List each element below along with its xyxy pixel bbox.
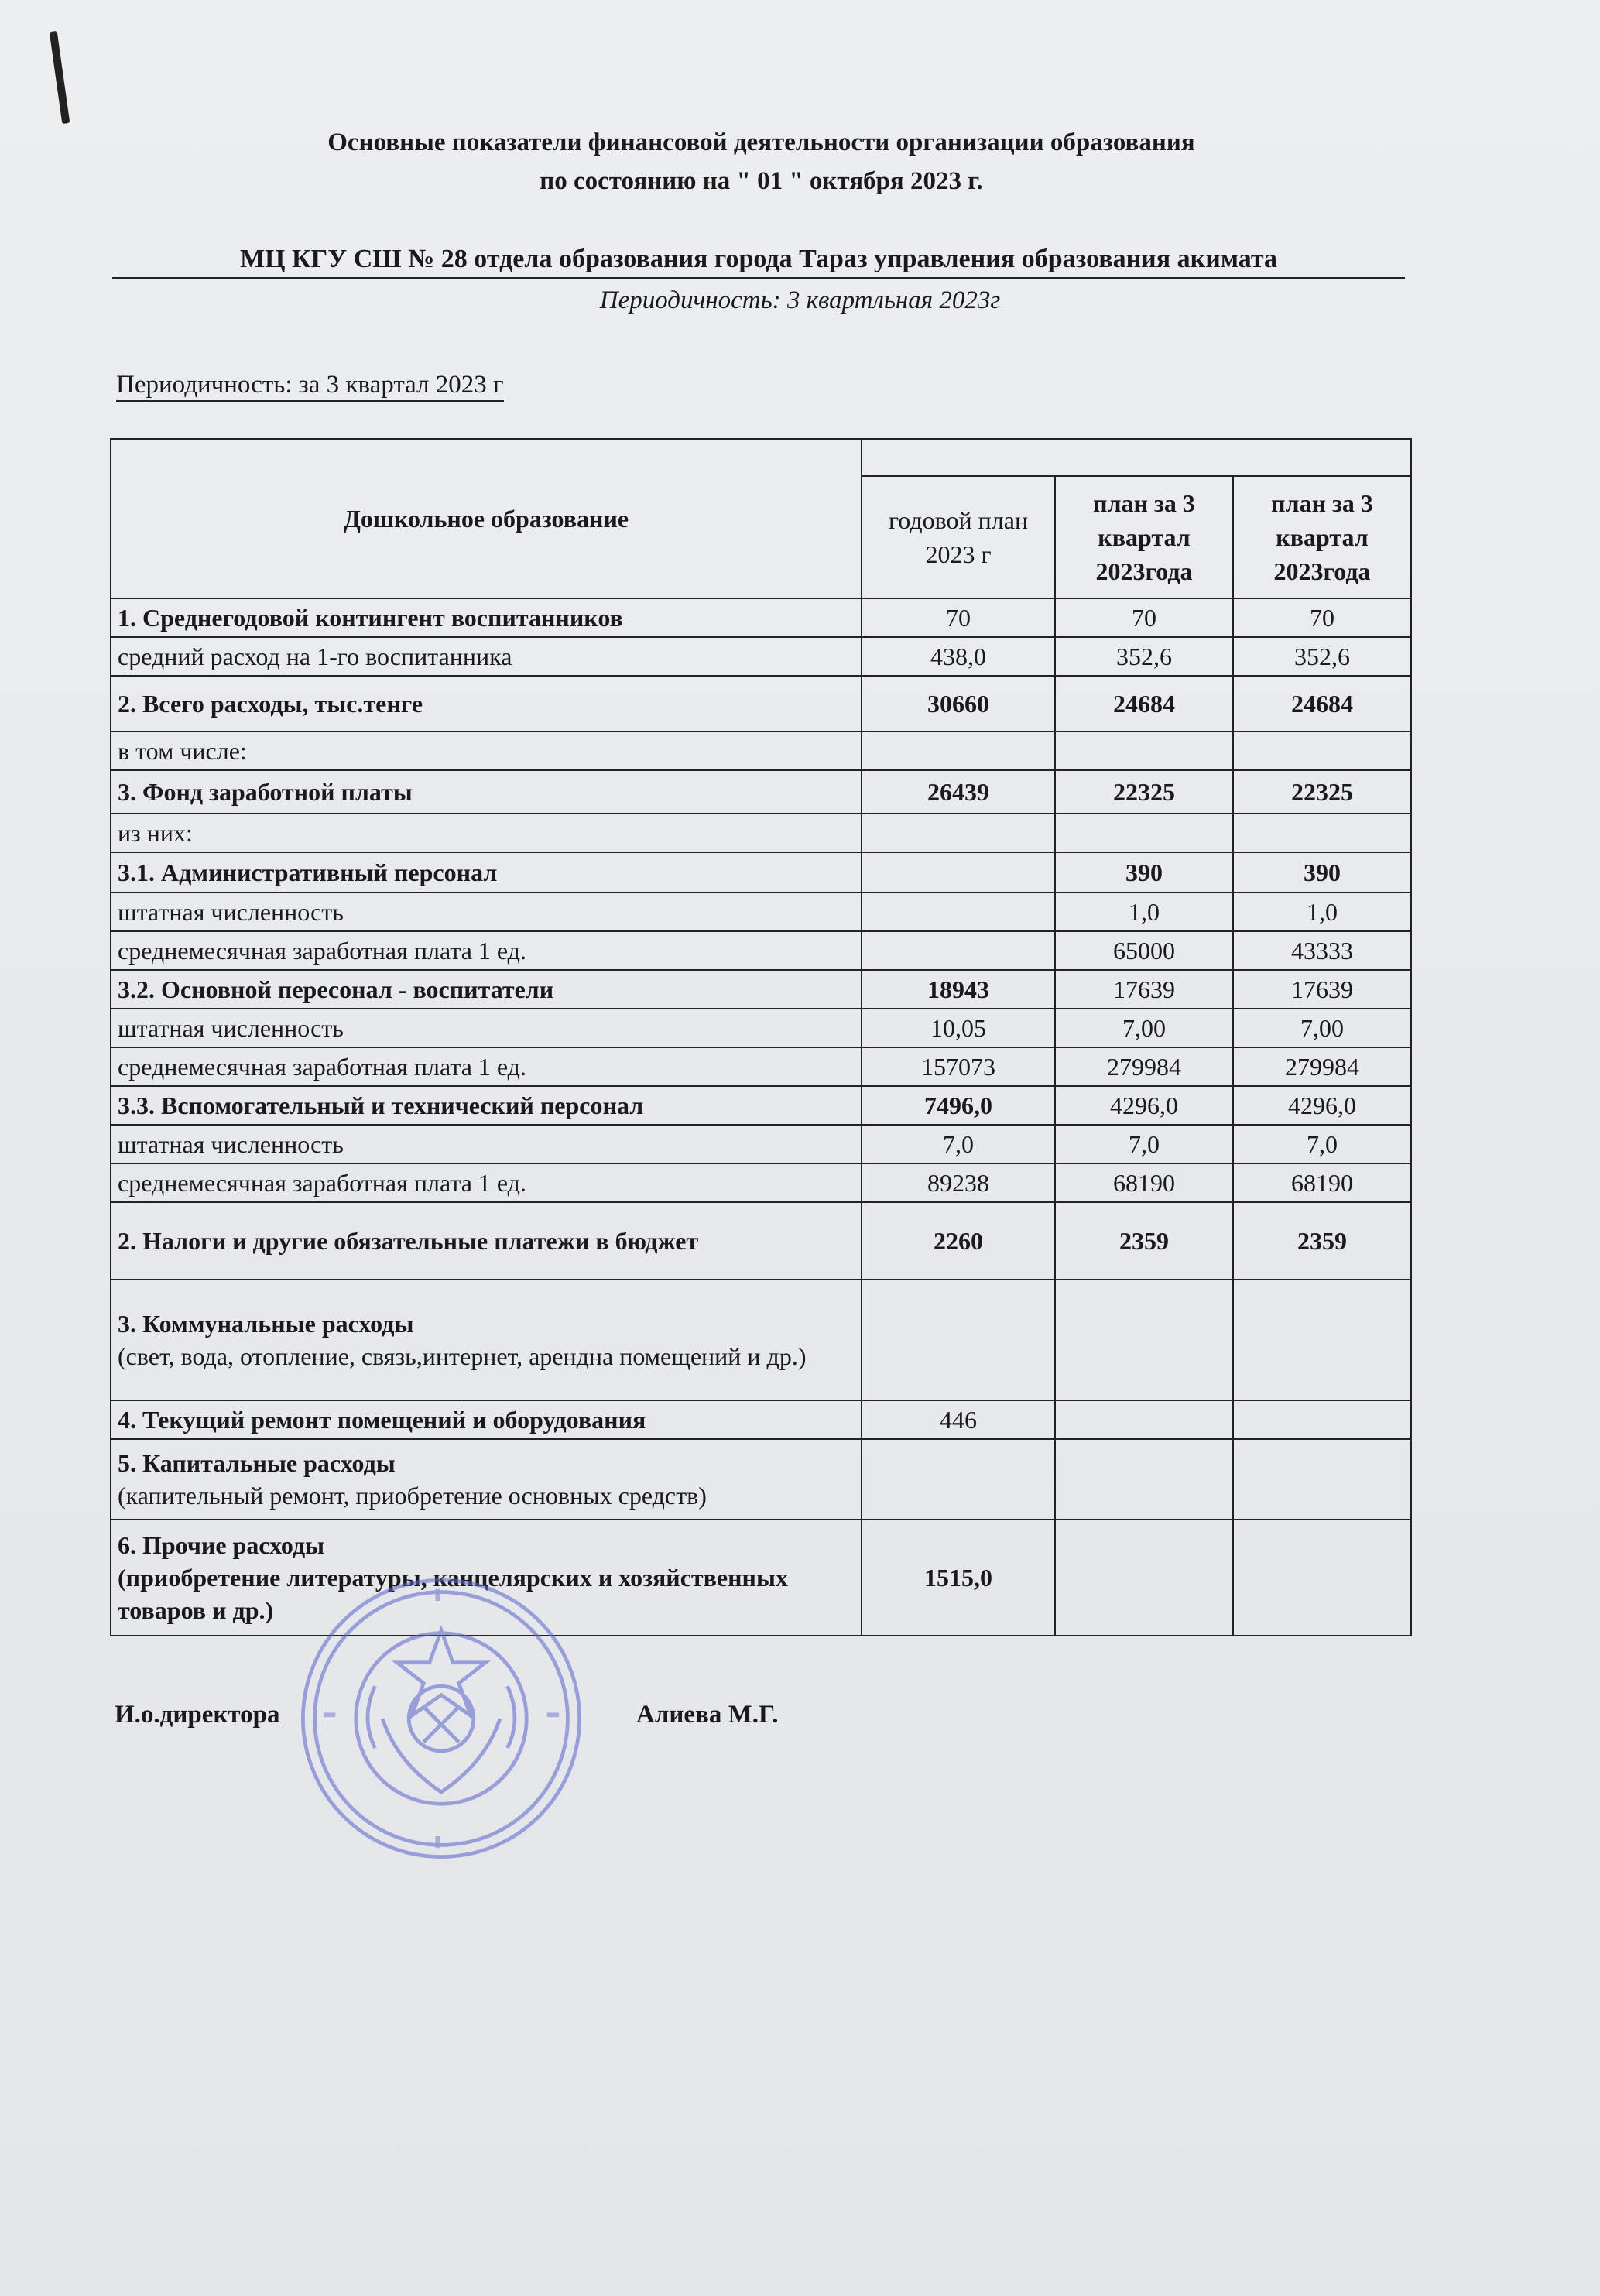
periodicity-italic: Периодичность: 3 квартльная 2023г xyxy=(599,286,1001,314)
cell-q3b: 7,00 xyxy=(1233,1009,1411,1047)
row-label-cell xyxy=(111,970,862,1009)
table-row xyxy=(111,931,1411,970)
row-label-cell xyxy=(111,1400,862,1439)
periodicity-label: Периодичность: за 3 квартал 2023 г xyxy=(116,369,504,402)
row-label: среднемесячная заработная плата 1 ед. xyxy=(118,1169,526,1197)
scan-artifact-mark xyxy=(50,31,70,124)
cell-annual xyxy=(862,1280,1055,1400)
row-label: 3.1. Административный персонал xyxy=(118,858,498,886)
row-label: среднемесячная заработная плата 1 ед. xyxy=(118,937,526,965)
cell-q3b: 279984 xyxy=(1233,1047,1411,1086)
cell-q3: 68190 xyxy=(1055,1163,1233,1202)
title-line-2: по состоянию на " 01 " октября 2023 г. xyxy=(540,167,983,195)
table-row xyxy=(111,732,1411,770)
cell-annual: 1515,0 xyxy=(862,1520,1055,1636)
cell-annual xyxy=(862,893,1055,931)
table-row xyxy=(111,852,1411,893)
cell-q3: 279984 xyxy=(1055,1047,1233,1086)
row-label: 2. Налоги и другие обязательные платежи в бюджет xyxy=(118,1227,699,1255)
cell-annual: 89238 xyxy=(862,1163,1055,1202)
cell-q3b xyxy=(1233,1439,1411,1520)
cell-annual xyxy=(862,1439,1055,1520)
row-label-cell xyxy=(111,1086,862,1125)
cell-q3b: 7,0 xyxy=(1233,1125,1411,1163)
table-row xyxy=(111,970,1411,1009)
row-label-cell xyxy=(111,1280,862,1400)
row-label: 4. Текущий ремонт помещений и оборудования xyxy=(118,1406,646,1434)
table-row xyxy=(111,676,1411,732)
row-label-cell xyxy=(111,1439,862,1520)
row-label: 3.3. Вспомогательный и технический персонал xyxy=(118,1091,644,1119)
cell-q3: 65000 xyxy=(1055,931,1233,970)
table-body xyxy=(111,598,1411,1636)
cell-q3b xyxy=(1233,732,1411,770)
table-row xyxy=(111,1439,1411,1520)
table-row xyxy=(111,1400,1411,1439)
cell-annual: 18943 xyxy=(862,970,1055,1009)
cell-q3b: 2359 xyxy=(1233,1202,1411,1280)
cell-q3 xyxy=(1055,1400,1233,1439)
cell-q3: 17639 xyxy=(1055,970,1233,1009)
cell-annual: 2260 xyxy=(862,1202,1055,1280)
cell-q3b: 22325 xyxy=(1233,770,1411,814)
table-row xyxy=(111,893,1411,931)
row-label-cell xyxy=(111,893,862,931)
row-label-cell xyxy=(111,931,862,970)
official-seal-stamp xyxy=(294,1571,588,1866)
row-label: штатная численность xyxy=(118,898,344,926)
cell-q3b xyxy=(1233,1280,1411,1400)
row-label-cell xyxy=(111,1125,862,1163)
header-plan-q3-b: план за 3 квартал 2023года xyxy=(1233,476,1411,598)
header-group-cell xyxy=(862,439,1411,476)
row-label: 3.2. Основной пересонал - воспитатели xyxy=(118,975,554,1003)
cell-q3 xyxy=(1055,732,1233,770)
cell-annual: 446 xyxy=(862,1400,1055,1439)
cell-q3b xyxy=(1233,814,1411,852)
table-row xyxy=(111,598,1411,637)
cell-annual: 157073 xyxy=(862,1047,1055,1086)
table-row xyxy=(111,770,1411,814)
row-label: среднемесячная заработная плата 1 ед. xyxy=(118,1053,526,1081)
row-label-cell xyxy=(111,598,862,637)
cell-q3b: 70 xyxy=(1233,598,1411,637)
row-label: 2. Всего расходы, тыс.тенге xyxy=(118,690,423,718)
cell-q3b: 24684 xyxy=(1233,676,1411,732)
cell-annual xyxy=(862,931,1055,970)
table-header-row-top xyxy=(111,439,1411,476)
financial-indicators-table xyxy=(110,438,1412,1636)
table-row xyxy=(111,1163,1411,1202)
row-label-cell xyxy=(111,1202,862,1280)
cell-q3b: 1,0 xyxy=(1233,893,1411,931)
row-label: 3. Фонд заработной платы xyxy=(118,778,413,806)
cell-q3 xyxy=(1055,1280,1233,1400)
cell-q3: 22325 xyxy=(1055,770,1233,814)
header-annual-plan: годовой план 2023 г xyxy=(862,476,1055,598)
row-label-cell xyxy=(111,637,862,676)
cell-annual xyxy=(862,814,1055,852)
cell-q3: 390 xyxy=(1055,852,1233,893)
cell-q3b: 390 xyxy=(1233,852,1411,893)
row-label-cell xyxy=(111,1047,862,1086)
table-row xyxy=(111,1086,1411,1125)
cell-q3b: 43333 xyxy=(1233,931,1411,970)
cell-annual xyxy=(862,732,1055,770)
organization-name: МЦ КГУ СШ № 28 отдела образования города Тараз управления образования акимата xyxy=(112,245,1405,279)
row-label: штатная численность xyxy=(118,1130,344,1158)
row-label: в том числе: xyxy=(118,737,247,765)
row-label-sub: (капительный ремонт, приобретение основных средств) xyxy=(118,1482,707,1510)
row-label: штатная численность xyxy=(118,1014,344,1042)
cell-q3 xyxy=(1055,814,1233,852)
header-category: Дошкольное образование xyxy=(111,439,862,598)
row-label-cell xyxy=(111,1009,862,1047)
row-label: 3. Коммунальные расходы xyxy=(118,1310,414,1338)
cell-annual: 7,0 xyxy=(862,1125,1055,1163)
cell-q3b xyxy=(1233,1400,1411,1439)
cell-annual: 70 xyxy=(862,598,1055,637)
row-label-cell xyxy=(111,732,862,770)
cell-q3b: 4296,0 xyxy=(1233,1086,1411,1125)
cell-q3: 7,00 xyxy=(1055,1009,1233,1047)
signature-name: Алиева М.Г. xyxy=(636,1701,779,1729)
cell-q3: 352,6 xyxy=(1055,637,1233,676)
signature-role: И.о.директора xyxy=(115,1701,280,1729)
row-label: 5. Капитальные расходы xyxy=(118,1449,396,1477)
table-row xyxy=(111,637,1411,676)
table-row xyxy=(111,1125,1411,1163)
cell-q3: 70 xyxy=(1055,598,1233,637)
row-label-cell xyxy=(111,1163,862,1202)
table-row xyxy=(111,1047,1411,1086)
title-line-1: Основные показатели финансовой деятельности организации образования xyxy=(327,129,1195,156)
row-label-cell xyxy=(111,770,862,814)
table-row xyxy=(111,1280,1411,1400)
cell-q3: 1,0 xyxy=(1055,893,1233,931)
cell-q3 xyxy=(1055,1520,1233,1636)
table-row xyxy=(111,1202,1411,1280)
header-plan-q3: план за 3 квартал 2023года xyxy=(1055,476,1233,598)
cell-q3: 24684 xyxy=(1055,676,1233,732)
cell-annual: 7496,0 xyxy=(862,1086,1055,1125)
cell-q3b: 352,6 xyxy=(1233,637,1411,676)
cell-q3: 7,0 xyxy=(1055,1125,1233,1163)
cell-annual xyxy=(862,852,1055,893)
row-label: из них: xyxy=(118,819,193,847)
cell-q3: 4296,0 xyxy=(1055,1086,1233,1125)
cell-annual: 438,0 xyxy=(862,637,1055,676)
table-row xyxy=(111,1009,1411,1047)
cell-annual: 10,05 xyxy=(862,1009,1055,1047)
row-label: средний расход на 1-го воспитанника xyxy=(118,643,512,670)
cell-q3b: 17639 xyxy=(1233,970,1411,1009)
row-label: 1. Среднегодовой контингент воспитанников xyxy=(118,604,623,632)
cell-annual: 30660 xyxy=(862,676,1055,732)
table-row xyxy=(111,814,1411,852)
row-label-cell xyxy=(111,852,862,893)
row-label-cell xyxy=(111,814,862,852)
row-label-sub: (свет, вода, отопление, связь,интернет, арендна помещений и др.) xyxy=(118,1342,807,1370)
cell-q3: 2359 xyxy=(1055,1202,1233,1280)
cell-annual: 26439 xyxy=(862,770,1055,814)
cell-q3b xyxy=(1233,1520,1411,1636)
row-label-sub: (приобретение литературы, канцелярских и хозяйственных товаров и др.) xyxy=(118,1564,788,1624)
row-label: 6. Прочие расходы xyxy=(118,1531,325,1559)
row-label-cell xyxy=(111,676,862,732)
cell-q3b: 68190 xyxy=(1233,1163,1411,1202)
cell-q3 xyxy=(1055,1439,1233,1520)
